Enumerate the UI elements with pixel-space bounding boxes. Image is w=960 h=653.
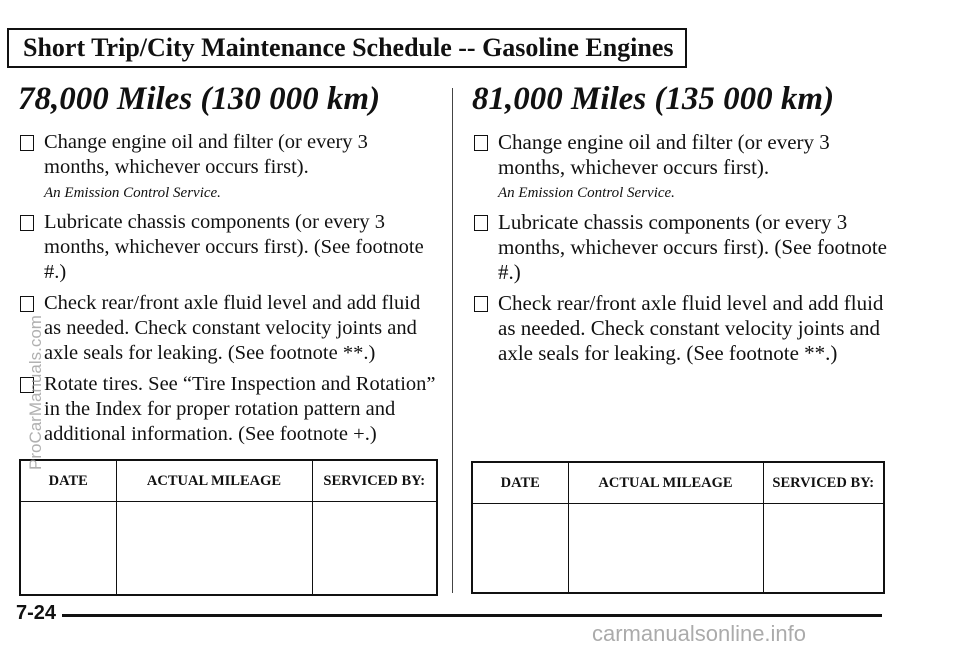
serviced-by-column-header: SERVICED BY: — [763, 462, 884, 504]
serviced-by-column-header: SERVICED BY: — [312, 460, 437, 502]
right-emission-note: An Emission Control Service. — [498, 185, 675, 201]
left-service-record-table — [19, 459, 438, 596]
right-checklist-item — [472, 291, 902, 366]
date-column-header: DATE — [472, 462, 568, 504]
right-checklist-item — [472, 130, 902, 180]
table-header-row — [20, 460, 437, 502]
serviced-by-cell[interactable] — [763, 504, 884, 594]
right-column — [472, 80, 902, 372]
mileage-cell[interactable] — [116, 502, 312, 596]
right-service-record-table — [471, 461, 885, 594]
checkbox-icon[interactable] — [474, 135, 488, 151]
left-checklist-item — [18, 372, 438, 447]
left-checklist-item — [18, 210, 438, 285]
right-mileage-heading: 81,000 Miles (135 000 km) — [472, 81, 835, 117]
serviced-by-cell[interactable] — [312, 502, 437, 596]
table-header-row — [472, 462, 884, 504]
left-emission-note: An Emission Control Service. — [44, 185, 221, 201]
left-item-text: Rotate tires. See “Tire Inspection and Rotation” in the Index for proper rotation pattern and additional information. (See footnote +.) — [44, 373, 436, 445]
page-banner — [7, 28, 687, 68]
footer-rule — [62, 614, 882, 617]
mileage-column-header: ACTUAL MILEAGE — [116, 460, 312, 502]
right-item-text: Lubricate chassis components (or every 3 months, whichever occurs first). (See footnote #.) — [498, 210, 887, 284]
checkbox-icon[interactable] — [20, 215, 34, 231]
table-row — [472, 504, 884, 594]
right-item-text: Check rear/front axle fluid level and add fluid as needed. Check constant velocity joints and axle seals for leaking. (See footnote **.) — [498, 291, 884, 365]
left-mileage-heading: 78,000 Miles (130 000 km) — [18, 81, 381, 117]
left-item-text: Check rear/front axle fluid level and add fluid as needed. Check constant velocity joints and axle seals for leaking. (See footnote **.) — [44, 292, 421, 364]
side-watermark: ProCarManuals.com — [26, 315, 45, 470]
date-cell[interactable] — [472, 504, 568, 594]
date-cell[interactable] — [20, 502, 116, 596]
mileage-cell[interactable] — [568, 504, 763, 594]
left-checklist-item — [18, 130, 438, 180]
checkbox-icon[interactable] — [474, 215, 488, 231]
left-checklist-item — [18, 291, 438, 366]
column-divider — [452, 88, 453, 593]
right-checklist-item — [472, 210, 902, 285]
banner-title: Short Trip/City Maintenance Schedule -- Gasoline Engines — [23, 33, 674, 62]
left-item-text: Change engine oil and filter (or every 3 months, whichever occurs first). — [44, 131, 368, 178]
checkbox-icon[interactable] — [20, 135, 34, 151]
mileage-column-header: ACTUAL MILEAGE — [568, 462, 763, 504]
table-row — [20, 502, 437, 596]
page-number: 7-24 — [16, 602, 57, 624]
right-item-text: Change engine oil and filter (or every 3 months, whichever occurs first). — [498, 130, 830, 179]
checkbox-icon[interactable] — [474, 296, 488, 312]
left-column — [18, 80, 438, 453]
bottom-watermark: carmanualsonline.info — [592, 621, 807, 646]
date-column-header: DATE — [20, 460, 116, 502]
left-item-text: Lubricate chassis components (or every 3 months, whichever occurs first). (See footnote #.) — [44, 211, 424, 283]
checkbox-icon[interactable] — [20, 296, 34, 312]
